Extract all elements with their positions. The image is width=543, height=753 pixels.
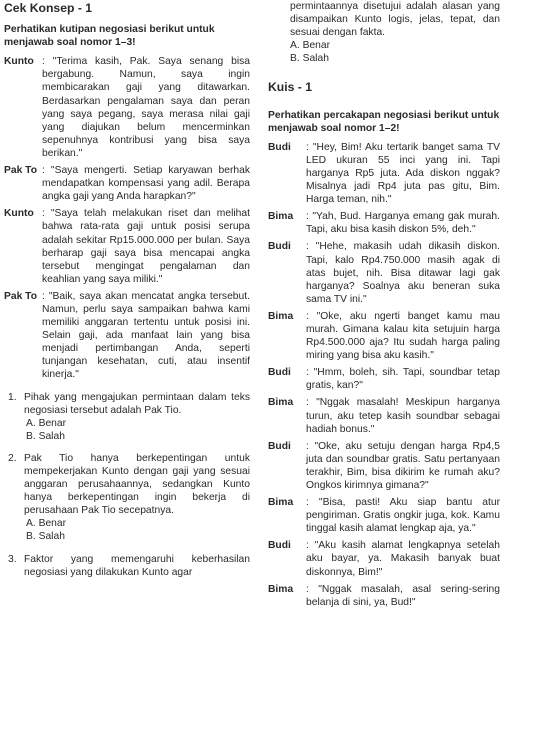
dialogue-line — [4, 164, 250, 203]
utterance: : "Aku kasih alamat lengkapnya setelah aku bayar, ya. Makasih banyak buat diskonnya, Bim!" — [306, 540, 500, 578]
speaker: Kunto — [4, 208, 34, 220]
question-2 — [4, 452, 250, 544]
utterance: : "Hey, Bim! Aku tertarik banget sama TV LED ukuran 55 inci yang ini. Tapi harganya Rp5 juta. Ada diskon nggak? Misalnya jadi Rp4 juta pas gitu, Bim. Harga teman, nih." — [306, 141, 500, 206]
right-column — [268, 0, 500, 613]
option-a[interactable]: A. Benar — [26, 417, 67, 429]
section-title-cek-konsep: Cek Konsep - 1 — [4, 1, 93, 15]
utterance: : "Yah, Bud. Harganya emang gak murah. Tapi, aku bisa kasih diskon 5%, deh." — [306, 211, 500, 236]
speaker: Bima — [268, 211, 294, 223]
speaker: Pak To — [4, 165, 37, 177]
dialogue-line — [268, 396, 500, 435]
speaker: Bima — [268, 497, 294, 509]
question-text: Faktor yang memengaruhi keberhasilan negosiasi yang dilakukan Kunto agar — [24, 553, 250, 578]
utterance: : "Bisa, pasti! Aku siap bantu atur pengiriman. Gratis ongkir juga, kok. Kamu tinggal kasih alamat lengkap aja, ya." — [306, 497, 500, 535]
question-1 — [4, 391, 250, 443]
dialogue-line — [268, 583, 500, 609]
dialogue-line — [268, 310, 500, 362]
speaker: Bima — [268, 583, 294, 595]
utterance: : "Oke, aku setuju dengan harga Rp4,5 juta dan soundbar gratis. Satu pertanyaan terakhir, Bim, bisa dikirim ke rumah aku? Ongkos kirimnya gimana?" — [306, 440, 500, 491]
instruction-right: Perhatikan percakapan negosiasi berikut untuk menjawab soal nomor 1–2! — [268, 109, 500, 134]
dialogue-line — [268, 240, 500, 305]
speaker: Kunto — [4, 56, 34, 68]
question-text: Pihak yang mengajukan permintaan dalam teks negosiasi tersebut adalah Pak Tio. — [24, 391, 250, 416]
option-b[interactable]: B. Salah — [26, 430, 65, 442]
question-3 — [4, 553, 250, 579]
question-number: 2. — [8, 452, 17, 464]
option-a[interactable]: A. Benar — [26, 518, 67, 530]
dialogue-line — [268, 210, 500, 236]
option-a[interactable]: A. Benar — [290, 40, 331, 52]
instruction-left: Perhatikan kutipan negosiasi berikut untuk menjawab soal nomor 1–3! — [4, 24, 215, 49]
speaker: Budi — [268, 540, 291, 552]
utterance: : "Saya mengerti. Setiap karyawan berhak mendapatkan kompensasi yang adil. Berapa angka gaji yang Anda harapkan?" — [42, 165, 250, 203]
section-title-kuis: Kuis - 1 — [268, 80, 313, 95]
question-number: 3. — [8, 553, 17, 565]
dialogue-line — [268, 366, 500, 392]
question-text: Pak Tio hanya berkepentingan untuk mempekerjakan Kunto dengan gaji yang sesuai anggaran perusahaannya, sedangkan Kunto hanya berkepentingan ingin bekerja di perusahaan Pak Tio secepatnya. — [24, 452, 250, 517]
speaker: Budi — [268, 241, 291, 253]
dialogue-line — [268, 440, 500, 492]
dialogue-line — [4, 290, 250, 382]
question-3-continued: permintaannya disetujui adalah alasan yang disampaikan Kunto logis, jelas, tepat, dan sesuai dengan fakta. — [290, 1, 500, 39]
left-column — [4, 0, 250, 579]
speaker: Budi — [268, 141, 291, 153]
option-b[interactable]: B. Salah — [290, 53, 329, 65]
utterance: : "Hehe, makasih udah dikasih diskon. Tapi, kalo Rp4.750.000 masih agak di atas bujet, nih. Bisa ditawar lagi gak harganya? Soalnya aku beneran suka sama TV ini." — [306, 241, 500, 305]
speaker: Bima — [268, 397, 294, 409]
utterance: : "Hmm, boleh, sih. Tapi, soundbar tetap gratis, kan?" — [306, 367, 500, 392]
utterance: : "Nggak masalah, asal sering-sering belanja di sini, ya, Bud!" — [306, 583, 500, 608]
dialogue-line — [268, 539, 500, 578]
option-b[interactable]: B. Salah — [26, 531, 65, 543]
speaker: Budi — [268, 367, 291, 379]
speaker: Pak To — [4, 290, 37, 302]
question-number: 1. — [8, 391, 17, 403]
dialogue-line — [4, 55, 250, 160]
dialogue-line — [268, 141, 500, 206]
speaker: Bima — [268, 310, 294, 322]
utterance: : "Terima kasih, Pak. Saya senang bisa bergabung. Namun, saya ingin membicarakan gaji yang ditawarkan. Berdasarkan pengalaman saya dan peran yang saya pegang, saya merasa nilai gaji yang diajukan belum mencerminkan sepenuhnya kontribusi yang bisa saya berikan." — [42, 56, 250, 159]
utterance: : "Baik, saya akan mencatat angka tersebut. Namun, perlu saya sampaikan bahwa kami memiliki anggaran tertentu untuk posisi ini. Selain gaji, ada manfaat lain yang bisa menjadi pertimbangan Anda, seperti tunjangan kesehatan, cuti, atau insentif kinerja." — [42, 290, 250, 381]
utterance: : "Nggak masalah! Meskipun harganya turun, aku tetep kasih soundbar sebagai hadiah bonus." — [306, 397, 500, 435]
utterance: : "Oke, aku ngerti banget kamu mau murah. Gimana kalau kita setujuin harga Rp4.500.000 aja? Itu sudah harga paling miring yang bisa aku kasih." — [306, 310, 500, 362]
dialogue-line — [268, 496, 500, 535]
dialogue-line — [4, 207, 250, 286]
speaker: Budi — [268, 440, 291, 452]
utterance: : "Saya telah melakukan riset dan melihat bahwa rata-rata gaji untuk posisi serupa adalah sekitar Rp15.000.000 per bulan. Saya berharap gaji saya bisa mencapai angka tersebut mengingat pengalaman dan keahlian yang saya miliki." — [42, 208, 250, 285]
